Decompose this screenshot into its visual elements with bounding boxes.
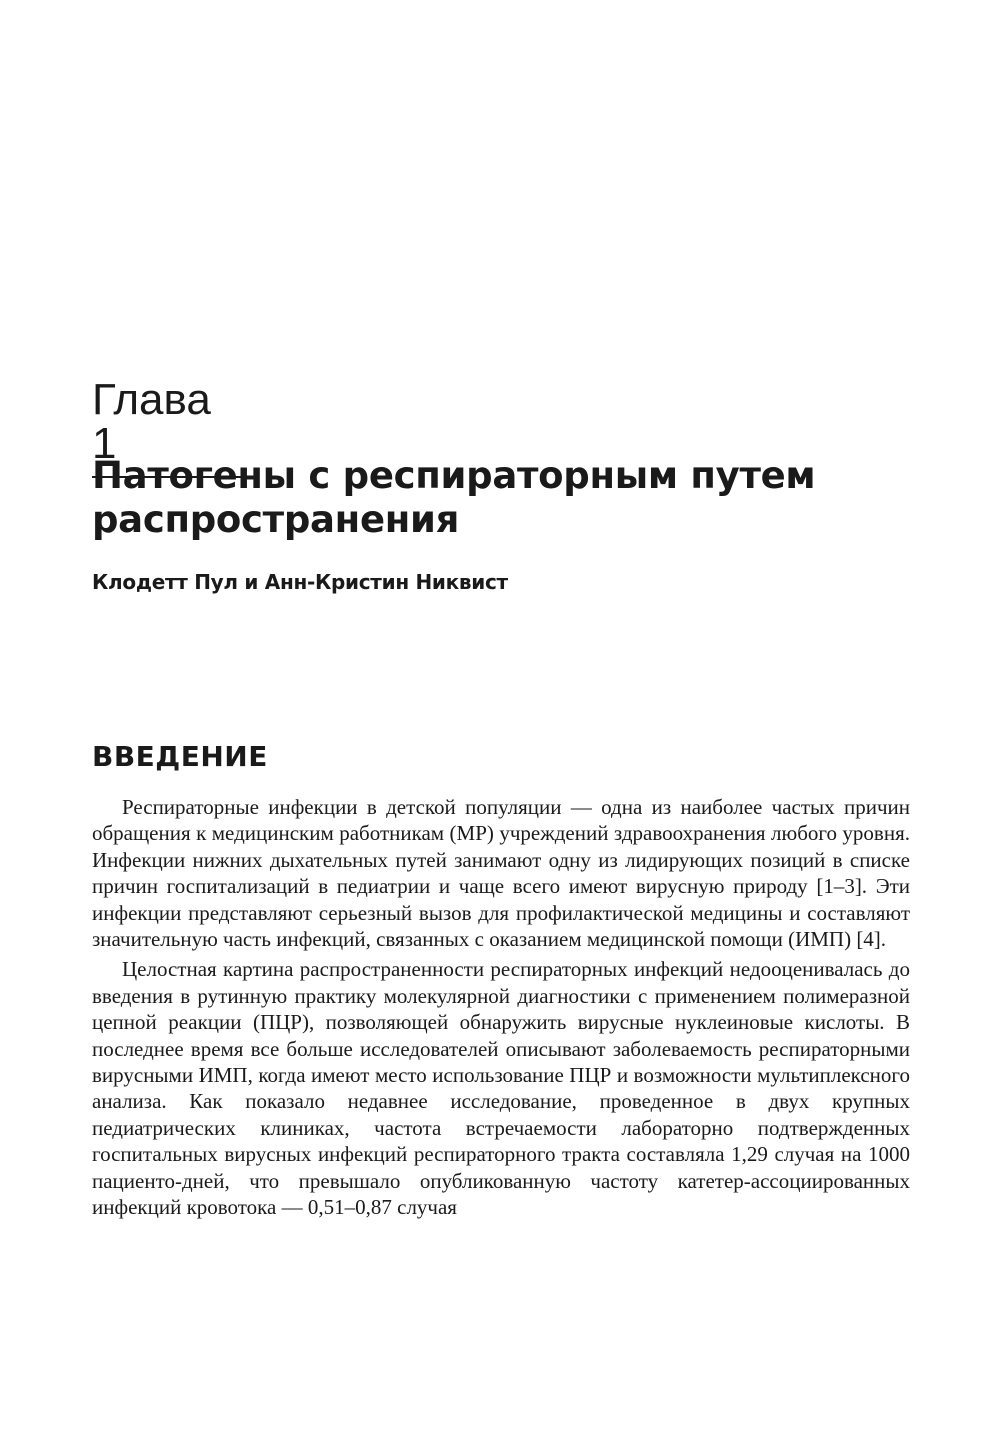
paragraph: Респираторные инфекции в детской популяции — одна из наиболее частых причин обращения к медицинским работникам (МР) учреждений здравоохранения любого уровня. Инфекции нижних дыхательных путей занимают одну из лидирующих позиций в списке причин госпитализаций в педиатрии и чаще всего имеют вирусную природу [1–3]. Эти инфекции представляют серьезный вызов для профилактической медицины и составляют значительную часть инфекций, связанных с оказанием медицинской помощи (ИМП) [4]. [92, 795, 910, 952]
chapter-label: Глава 1 [92, 378, 242, 478]
section-body [92, 794, 910, 1221]
section-heading: ВВЕДЕНИЕ [92, 740, 268, 773]
chapter-title: Патогены с респираторным путем распространения [92, 454, 816, 541]
paragraph: Целостная картина распространенности респираторных инфекций недооценивалась до введения в рутинную практику молекулярной диагностики с применением полимеразной цепной реакции (ПЦР), позволяющей обнаружить вирусные нуклеиновые кислоты. В последнее время все больше исследователей описывают заболеваемость респираторными вирусными ИМП, когда имеют место использование ПЦР и возможности мультиплексного анализа. Как показало недавнее исследование, проведенное в двух крупных педиатрических клиниках, частота встречаемости лабораторно подтвержденных госпитальных вирусных инфекций респираторного тракта составляла 1,29 случая на 1000 пациенто-дней, что превышало опубликованную частоту катетер-ассоциированных инфекций кровотока — 0,51–0,87 случая [92, 957, 910, 1220]
chapter-authors: Клодетт Пул и Анн-Кристин Никвист [92, 570, 508, 594]
